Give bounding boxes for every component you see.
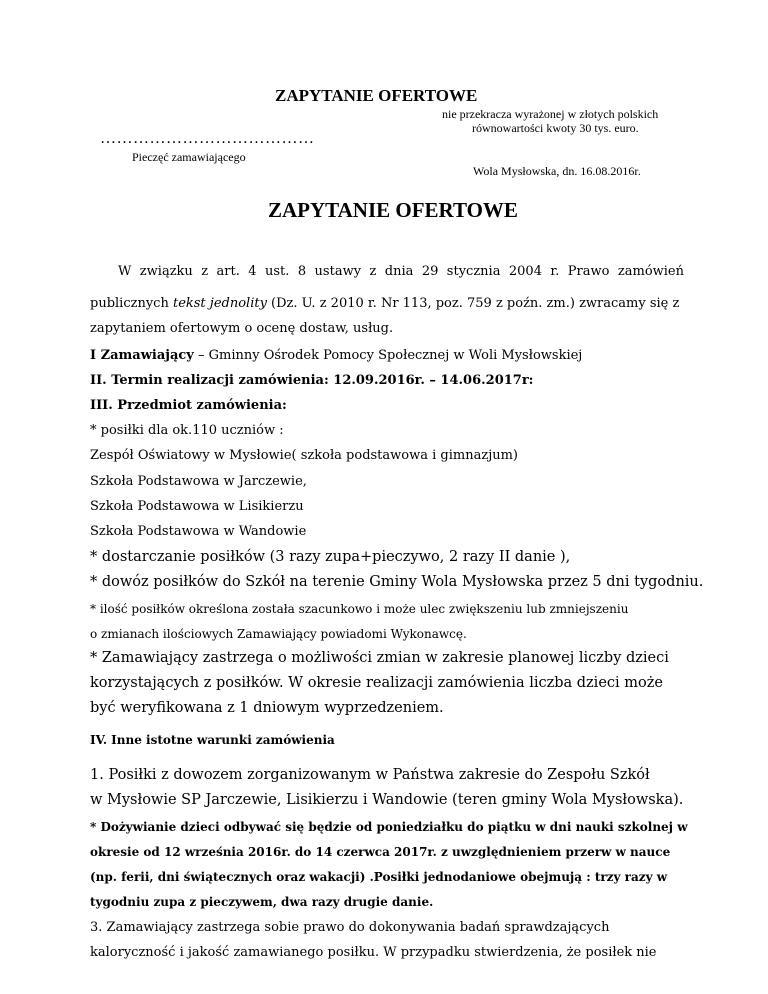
intro-line2-a: publicznych <box>90 296 173 311</box>
seal-dots: ………………………………… <box>100 130 315 147</box>
header-title: ZAPYTANIE OFERTOWE <box>275 86 478 105</box>
section3-bullet3-line2: o zmianach ilościowych Zamawiający powiadomi Wykonawcę. <box>90 627 467 641</box>
intro-line2-b: (Dz. U. z 2010 r. Nr 113, poz. 759 z poźn. zm.) zwracamy się z <box>266 296 680 311</box>
section3-heading: III. Przedmiot zamówienia: <box>90 398 287 413</box>
section3-bullet1: * dostarczanie posiłków (3 razy zupa+pieczywo, 2 razy II danie ), <box>90 549 571 565</box>
section3-bullet3-line1: * ilość posiłków określona została szacunkowo i może ulec zwiększeniu lub zmniejszeniu <box>90 602 629 616</box>
section4-bold-line3: (np. ferii, dni świątecznych oraz wakacji) .Posiłki jednodaniowe obejmują : trzy razy w <box>90 870 668 884</box>
section3-item: * posiłki dla ok.110 uczniów : <box>90 423 284 438</box>
section3-item: Szkoła Podstawowa w Jarczewie, <box>90 474 307 489</box>
section3-bullet4-line1: * Zamawiający zastrzega o możliwości zmian w zakresie planowej liczby dzieci <box>90 650 669 666</box>
section4-item1-line2: w Mysłowie SP Jarczewie, Lisikierzu i Wandowie (teren gminy Wola Mysłowska). <box>90 792 684 808</box>
section4-bold-line2: okresie od 12 września 2016r. do 14 czerwca 2017r. z uwzględnieniem przerw w nauce <box>90 845 671 859</box>
seal-label: Pieczęć zamawiającego <box>132 150 246 164</box>
section3-bullet2: * dowóz posiłków do Szkół na terenie Gminy Wola Mysłowska przez 5 dni tygodniu. <box>90 574 704 590</box>
section1 <box>90 348 582 363</box>
section4-item1-line1: 1. Posiłki z dowozem zorganizowanym w Państwa zakresie do Zespołu Szkół <box>90 767 650 783</box>
header-subtitle-line1: nie przekracza wyrażonej w złotych polskich <box>442 107 659 121</box>
section1-label: I Zamawiający <box>90 348 194 363</box>
section3-item: Zespół Oświatowy w Mysłowie( szkoła podstawowa i gimnazjum) <box>90 448 518 463</box>
section4-bold-line4: tygodniu zupa z pieczywem, dwa razy drugie danie. <box>90 895 434 909</box>
section3-bullet4-line2: korzystających z posiłków. W okresie realizacji zamówienia liczba dzieci może <box>90 675 663 691</box>
section4-heading: IV. Inne istotne warunki zamówienia <box>90 733 335 747</box>
place-date: Wola Mysłowska, dn. 16.08.2016r. <box>473 164 641 178</box>
intro-line1: W związku z art. 4 ust. 8 ustawy z dnia 29 stycznia 2004 r. Prawo zamówień <box>118 264 684 279</box>
section3-bullet4-line3: być weryfikowana z 1 dniowym wyprzedzeniem. <box>90 700 444 716</box>
header-subtitle-line2: równowartości kwoty 30 tys. euro. <box>472 121 639 135</box>
section3-item: Szkoła Podstawowa w Wandowie <box>90 524 307 539</box>
intro-line2-em: tekst jednolity <box>172 296 267 311</box>
section4-bold-line1: * Dożywianie dzieci odbywać się będzie od poniedziałku do piątku w dni nauki szkolnej w <box>90 820 688 834</box>
section4-item3-line1: 3. Zamawiający zastrzega sobie prawo do dokonywania badań sprawdzających <box>90 920 610 935</box>
section2: II. Termin realizacji zamówienia: 12.09.2016r. – 14.06.2017r: <box>90 373 534 388</box>
main-title: ZAPYTANIE OFERTOWE <box>268 198 518 222</box>
section4-item3-line2: kaloryczność i jakość zamawianego posiłku. W przypadku stwierdzenia, że posiłek nie <box>90 945 657 960</box>
intro-line2 <box>90 296 679 311</box>
intro-line3: zapytaniem ofertowym o ocenę dostaw, usług. <box>90 321 394 336</box>
section1-text: – Gminny Ośrodek Pomocy Społecznej w Woli Mysłowskiej <box>193 348 583 363</box>
section3-item: Szkoła Podstawowa w Lisikierzu <box>90 499 304 514</box>
